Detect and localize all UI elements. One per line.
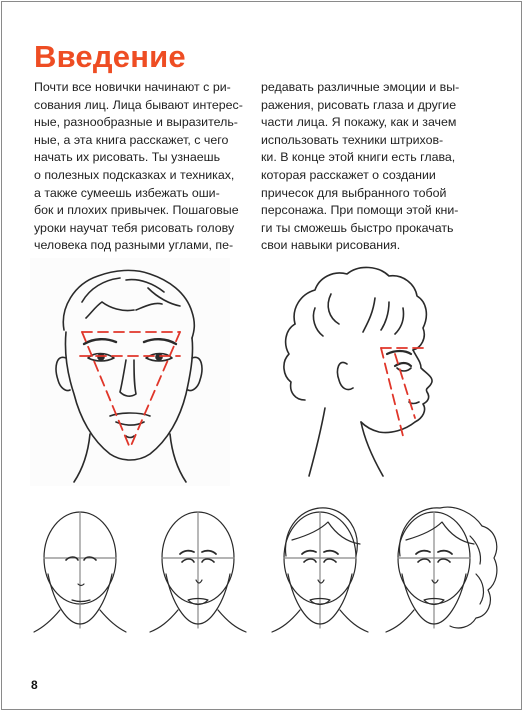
paragraph-line: Почти все новички начинают с ри- [34, 80, 231, 94]
body-text-left-column [34, 79, 248, 255]
hairline [86, 302, 162, 318]
neck-back [309, 408, 325, 476]
body-text-right-column [261, 79, 475, 255]
ear [337, 362, 353, 389]
paragraph-line: ные, а эта книга расскажет, с чего [34, 132, 229, 147]
paragraph-line: уроки научат тебя рисовать голову [34, 220, 235, 235]
paragraph-line: ки. В конце этой книги есть глава, [261, 150, 456, 165]
construction-line [381, 348, 403, 436]
profile-view-face-drawing [255, 258, 475, 486]
eyebrow [387, 351, 411, 354]
left-pupil [98, 354, 104, 360]
left-eyebrow [84, 339, 116, 344]
paragraph-line: причесок для выбранного тобой [261, 185, 447, 200]
head-step-4 [386, 507, 497, 632]
paragraph-line: бок и плохих привычек. Пошаговые [34, 203, 239, 218]
head-steps-drawing [30, 500, 500, 640]
head-step-1 [34, 512, 126, 632]
neck [74, 434, 186, 482]
hair-back [284, 324, 305, 400]
front-view-face-illustration [30, 258, 230, 486]
paragraph-line: использовать техники штрихов- [261, 132, 444, 147]
paragraph-line: сования лиц. Лица бывают интерес- [34, 97, 243, 112]
paragraph-line: начать их рисовать. Ты узнаешь [34, 150, 221, 165]
profile-view-face-illustration [255, 258, 475, 486]
step-by-step-head-illustration [30, 500, 500, 640]
front-view-face-drawing [30, 258, 230, 486]
paragraph-line: ные, разнообразные и выразитель- [34, 115, 238, 130]
paragraph-line: редавать различные эмоции и вы- [261, 80, 460, 94]
page-title: Введение [34, 39, 186, 74]
paragraph-line: которая расскажет о создании [261, 167, 436, 182]
right-pupil [156, 354, 162, 360]
head-step-3 [272, 508, 368, 632]
face-profile [361, 350, 432, 433]
bangs [363, 298, 404, 334]
curl-strands [313, 294, 339, 336]
paragraph-line: а также сумеешь избежать оши- [34, 185, 220, 200]
hair-strands [82, 278, 180, 306]
paragraph-line: части лица. Я покажу, как и зачем [261, 115, 457, 130]
paragraph-line: о полезных подсказках и техниках, [34, 167, 235, 182]
paragraph-line: ги ты сможешь быстро прокачать [261, 220, 454, 235]
page-number: 8 [31, 678, 38, 692]
paragraph-line: свои навыки рисования. [261, 238, 401, 253]
paragraph-line: человека под разными углами, пе- [34, 238, 234, 253]
right-eyebrow [144, 339, 176, 344]
nose [120, 360, 136, 396]
construction-line [130, 332, 180, 448]
paragraph-line: персонажа. При помощи этой кни- [261, 203, 459, 218]
head-step-2 [150, 512, 246, 632]
chin-mark [126, 436, 134, 438]
paragraph-line: ражения, рисовать глаза и другие [261, 97, 457, 112]
